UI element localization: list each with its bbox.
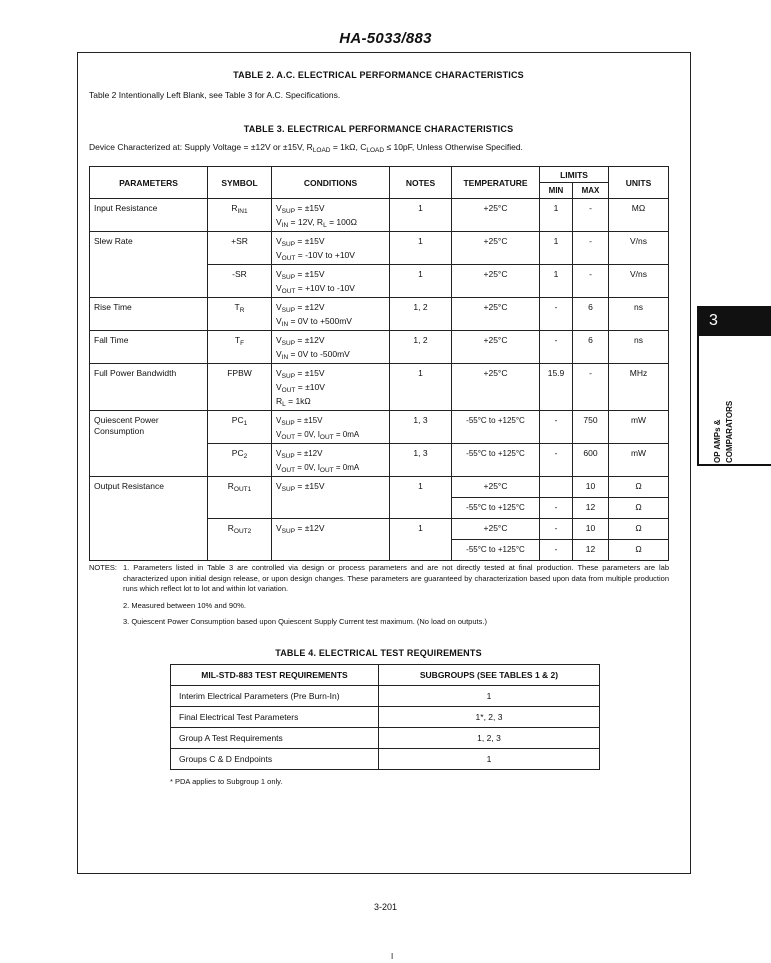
- notes-cell: 1: [390, 364, 452, 411]
- subgroup-cell: 1*, 2, 3: [379, 707, 600, 728]
- conditions-cell: $V_{SUP} = \pm 15V$ $V_{IN} = 12V$, $R_L = 100\Omega$: [272, 199, 390, 232]
- col-header-parameters: PARAMETERS: [90, 167, 208, 199]
- col-header-min: MIN: [540, 183, 573, 199]
- col-header-units: UNITS: [609, 167, 669, 199]
- units-cell: ns: [609, 331, 669, 364]
- param-cell: Quiescent Power Consumption: [90, 411, 208, 477]
- conditions-cell: $V_{SUP} = \pm 12V$: [272, 519, 390, 561]
- notes-cell: 1, 2: [390, 298, 452, 331]
- units-cell: MΩ: [609, 199, 669, 232]
- temperature-cell: +25°C: [452, 298, 540, 331]
- table-row: [90, 331, 669, 364]
- conditions-cell: $V_{SUP} = \pm 15V$ $V_{OUT} = -10V$ to +10V: [272, 232, 390, 265]
- units-cell: ns: [609, 298, 669, 331]
- col-header-test-requirements: MIL-STD-883 TEST REQUIREMENTS: [171, 665, 379, 686]
- symbol-cell: $R_{OUT1}$: [208, 477, 272, 519]
- temperature-cell: -55°C to +125°C: [452, 444, 540, 477]
- table-row: [90, 364, 669, 411]
- table-row: [171, 728, 600, 749]
- temperature-cell: +25°C: [452, 199, 540, 232]
- col-header-conditions: CONDITIONS: [272, 167, 390, 199]
- requirement-cell: Final Electrical Test Parameters: [171, 707, 379, 728]
- min-cell: -: [540, 298, 573, 331]
- requirement-cell: Interim Electrical Parameters (Pre Burn-In): [171, 686, 379, 707]
- table2-title: TABLE 2. A.C. ELECTRICAL PERFORMANCE CHARACTERISTICS: [233, 70, 524, 80]
- conditions-cell: $V_{SUP} = \pm 12V$ $V_{IN} = 0V$ to +500mV: [272, 298, 390, 331]
- min-cell: 1: [540, 232, 573, 265]
- symbol-cell: $R_{OUT2}$: [208, 519, 272, 561]
- page-number: 3-201: [373, 902, 398, 912]
- min-cell: -: [540, 444, 573, 477]
- conditions-cell: $V_{SUP} = \pm 12V$ $V_{OUT} = 0V$, $I_{OUT} = 0mA$: [272, 444, 390, 477]
- min-cell: 1: [540, 199, 573, 232]
- units-cell: Ω: [609, 540, 669, 561]
- table-row: [171, 686, 600, 707]
- temperature-cell: +25°C: [452, 331, 540, 364]
- max-cell: -: [573, 199, 609, 232]
- symbol-cell: $T_R$: [208, 298, 272, 331]
- notes-cell: 1, 3: [390, 411, 452, 444]
- note-1: 1. Parameters listed in Table 3 are controlled via design or process parameters and are not directly tested at final production. These parameters are lab characterized upon initial design release, or upon design changes. These parameters are guaranteed by characterization based upon data from multiple production runs which reflect lot to lot and within lot variation.: [123, 563, 669, 593]
- units-cell: Ω: [609, 477, 669, 498]
- param-cell: Rise Time: [90, 298, 208, 331]
- temperature-cell: +25°C: [452, 232, 540, 265]
- table3-conditions: Device Characterized at: Supply Voltage = ±12V or ±15V, $R_{LOAD} = 1k\Omega$, $C_{LOAD} \le 10pF$, Unless Otherwise Specified.: [89, 142, 523, 154]
- table4-test-requirements: [170, 664, 600, 770]
- conditions-cell: $V_{SUP} = \pm 15V$ $V_{OUT} = +10V$ to -10V: [272, 265, 390, 298]
- param-cell: Full Power Bandwidth: [90, 364, 208, 411]
- table-row: [90, 199, 669, 232]
- units-cell: Ω: [609, 519, 669, 540]
- temperature-cell: -55°C to +125°C: [452, 540, 540, 561]
- col-header-subgroups: SUBGROUPS (SEE TABLES 1 & 2): [379, 665, 600, 686]
- temperature-cell: +25°C: [452, 265, 540, 298]
- conditions-cell: $V_{SUP} = \pm 15V$: [272, 477, 390, 519]
- table-row: [171, 749, 600, 770]
- notes-cell: 1: [390, 477, 452, 519]
- conditions-cell: $V_{SUP} = \pm 15V$ $V_{OUT} = 0V$, $I_{OUT} = 0mA$: [272, 411, 390, 444]
- max-cell: -: [573, 364, 609, 411]
- max-cell: 600: [573, 444, 609, 477]
- table4-title: TABLE 4. ELECTRICAL TEST REQUIREMENTS: [275, 648, 482, 658]
- min-cell: -: [540, 411, 573, 444]
- subgroup-cell: 1: [379, 749, 600, 770]
- notes-cell: 1: [390, 232, 452, 265]
- col-header-notes: NOTES: [390, 167, 452, 199]
- table-row: [90, 298, 669, 331]
- notes-cell: 1: [390, 265, 452, 298]
- table-row: [90, 232, 669, 265]
- conditions-cell: $V_{SUP} = \pm 12V$ $V_{IN} = 0V$ to -500mV: [272, 331, 390, 364]
- units-cell: mW: [609, 411, 669, 444]
- temperature-cell: +25°C: [452, 519, 540, 540]
- col-header-max: MAX: [573, 183, 609, 199]
- requirement-cell: Group A Test Requirements: [171, 728, 379, 749]
- units-cell: mW: [609, 444, 669, 477]
- symbol-cell: $PC_2$: [208, 444, 272, 477]
- col-header-temperature: TEMPERATURE: [452, 167, 540, 199]
- symbol-cell: +SR: [208, 232, 272, 265]
- table2-note: Table 2 Intentionally Left Blank, see Table 3 for A.C. Specifications.: [89, 90, 341, 100]
- notes-cell: 1, 2: [390, 331, 452, 364]
- param-cell: Output Resistance: [90, 477, 208, 561]
- temperature-cell: -55°C to +125°C: [452, 411, 540, 444]
- notes-cell: 1: [390, 519, 452, 561]
- units-cell: Ω: [609, 498, 669, 519]
- units-cell: V/ns: [609, 232, 669, 265]
- param-cell: Input Resistance: [90, 199, 208, 232]
- notes-cell: 1, 3: [390, 444, 452, 477]
- param-cell: Slew Rate: [90, 232, 208, 298]
- min-cell: -: [540, 331, 573, 364]
- temperature-cell: +25°C: [452, 477, 540, 498]
- min-cell: 15.9: [540, 364, 573, 411]
- temperature-cell: +25°C: [452, 364, 540, 411]
- section-tab-line1: OP AMPs &: [713, 419, 722, 463]
- max-cell: 10: [573, 477, 609, 498]
- max-cell: -: [573, 232, 609, 265]
- note-2: 2. Measured between 10% and 90%.: [123, 600, 246, 610]
- table-row: [171, 707, 600, 728]
- symbol-cell: $PC_1$: [208, 411, 272, 444]
- table3-title: TABLE 3. ELECTRICAL PERFORMANCE CHARACTERISTICS: [243, 124, 514, 134]
- table-row: [90, 411, 669, 444]
- table3-electrical-characteristics: [89, 166, 669, 561]
- notes-label: NOTES:: [89, 563, 117, 572]
- units-cell: MHz: [609, 364, 669, 411]
- min-cell: -: [540, 498, 573, 519]
- col-header-symbol: SYMBOL: [208, 167, 272, 199]
- symbol-cell: -SR: [208, 265, 272, 298]
- conditions-cell: $V_{SUP} = \pm 15V$ $V_{OUT} = \pm 10V$ $R_L = 1k\Omega$: [272, 364, 390, 411]
- table4-footnote: * PDA applies to Subgroup 1 only.: [170, 777, 283, 786]
- max-cell: -: [573, 265, 609, 298]
- max-cell: 6: [573, 298, 609, 331]
- document-header-title: HA-5033/883: [339, 30, 432, 47]
- units-cell: V/ns: [609, 265, 669, 298]
- min-cell: -: [540, 519, 573, 540]
- subgroup-cell: 1, 2, 3: [379, 728, 600, 749]
- symbol-cell: $T_F$: [208, 331, 272, 364]
- max-cell: 12: [573, 498, 609, 519]
- notes-cell: 1: [390, 199, 452, 232]
- min-cell: [540, 477, 573, 498]
- requirement-cell: Groups C & D Endpoints: [171, 749, 379, 770]
- section-tab-label: [702, 345, 762, 465]
- max-cell: 10: [573, 519, 609, 540]
- table3-notes: [89, 563, 669, 628]
- symbol-cell: $R_{IN1}$: [208, 199, 272, 232]
- temperature-cell: -55°C to +125°C: [452, 498, 540, 519]
- param-cell: Fall Time: [90, 331, 208, 364]
- note-3: 3. Quiescent Power Consumption based upon Quiescent Supply Current test maximum. (No load on outputs.): [123, 617, 487, 626]
- symbol-cell: FPBW: [208, 364, 272, 411]
- max-cell: 6: [573, 331, 609, 364]
- footer-mark: I: [391, 952, 394, 961]
- section-tab-number[interactable]: 3: [697, 306, 771, 336]
- max-cell: 12: [573, 540, 609, 561]
- max-cell: 750: [573, 411, 609, 444]
- section-tab-line2: COMPARATORS: [725, 400, 734, 463]
- col-header-limits: LIMITS: [540, 167, 609, 183]
- min-cell: -: [540, 540, 573, 561]
- min-cell: 1: [540, 265, 573, 298]
- table-row: [90, 477, 669, 498]
- subgroup-cell: 1: [379, 686, 600, 707]
